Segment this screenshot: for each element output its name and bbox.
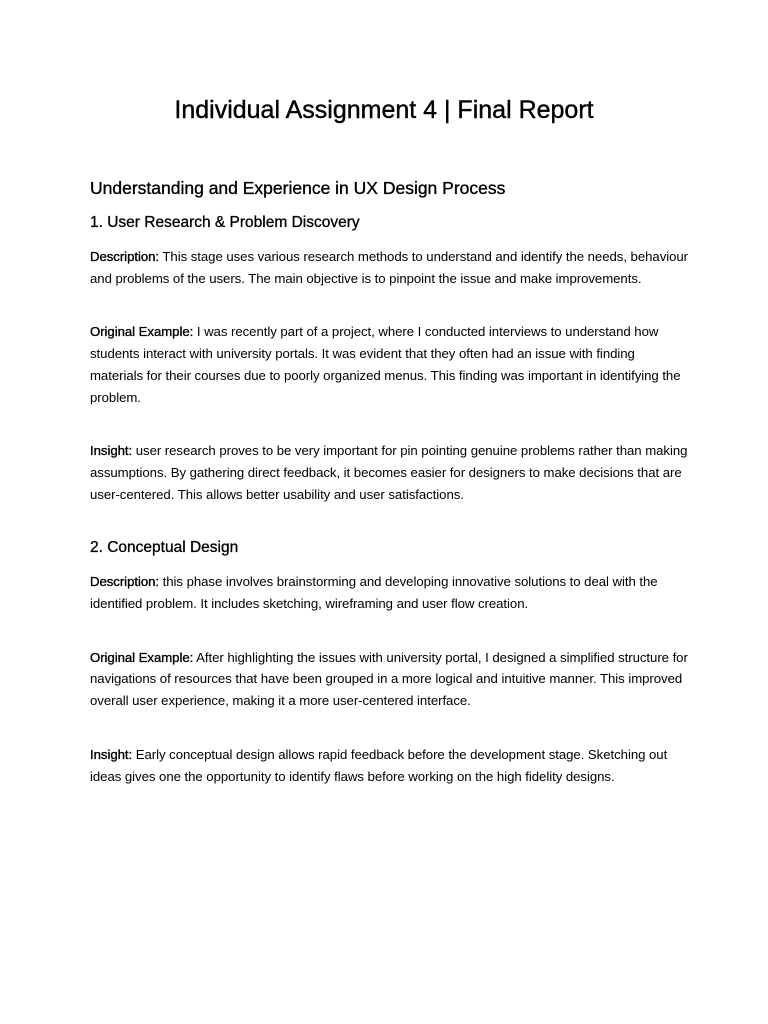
section-conceptual-design [90, 537, 690, 787]
insight-label: Insight: [90, 746, 133, 762]
example-label: Original Example: [90, 324, 194, 340]
description-paragraph [90, 571, 690, 614]
document-title: Individual Assignment 4 | Final Report [174, 96, 594, 124]
description-text: this phase involves brainstorming and developing innovative solutions to deal with the identified problem. It includes sketching, wireframing and user flow creation. [90, 574, 658, 612]
document-body [90, 176, 690, 819]
description-paragraph [90, 246, 690, 289]
example-text: After highlighting the issues with university portal, I designed a simplified structure for navigations of resources that have been grouped in a more logical and intuitive manner. This improved overall user experience, making it a more user-centered interface. [90, 649, 688, 709]
insight-text: Early conceptual design allows rapid feedback before the development stage. Sketching out ideas gives one the opportunity to identify flaws before working on the high fidelity designs. [90, 746, 668, 784]
insight-text: user research proves to be very important for pin pointing genuine problems rather than making assumptions. By gathering direct feedback, it becomes easier for designers to make decisions that are user-centered. This allows better usability and user satisfactions. [90, 443, 688, 502]
example-label: Original Example: [90, 649, 194, 665]
section-user-research [90, 212, 690, 505]
insight-label: Insight: [90, 443, 133, 459]
section-title: Understanding and Experience in UX Design Process [90, 178, 506, 198]
description-label: Description: [90, 249, 160, 264]
section-heading: 1. User Research & Problem Discovery [90, 214, 360, 231]
example-paragraph [90, 321, 690, 408]
example-text: I was recently part of a project, where I conducted interviews to understand how students interact with university portals. It was evident that they often had an issue with finding materials for their courses due to poorly organized menus. This finding was important in identifying the problem. [90, 324, 681, 405]
description-label: Description: [90, 574, 160, 590]
section-heading: 2. Conceptual Design [90, 539, 239, 557]
description-text: This stage uses various research methods to understand and identify the needs, behaviour and problems of the users. The main objective is to pinpoint the issue and make improvements. [90, 249, 689, 286]
insight-paragraph [90, 744, 690, 787]
example-paragraph [90, 647, 690, 712]
insight-paragraph [90, 440, 690, 505]
